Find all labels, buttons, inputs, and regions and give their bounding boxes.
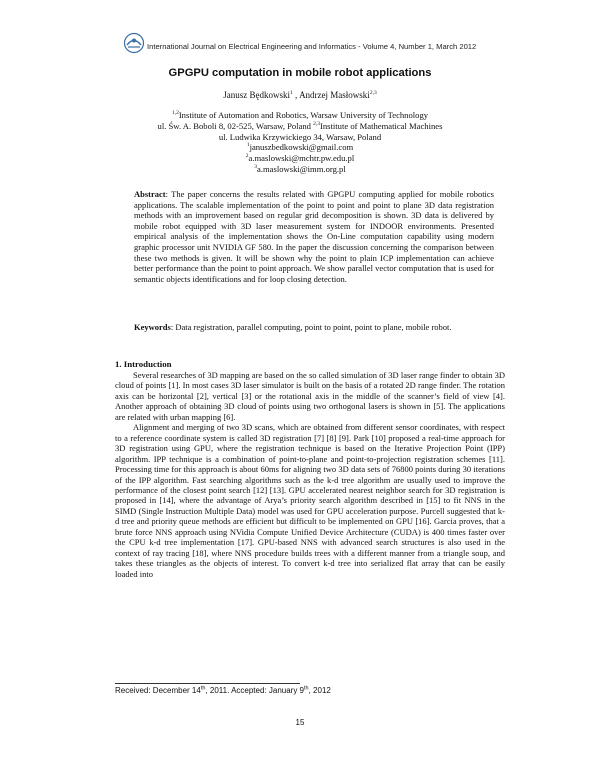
paragraph: Several researches of 3D mapping are based on the so called simulation of 3D laser range finder to obtain 3D cloud of points [1]. In most cases 3D laser simulator is built on the basis of a rotated 2D range finder. The rotation axis can be horizontal [2], vertical [3] or the rotational axis in the middle of the scanner’s field of view [4]. Another approach of obtaining 3D cloud of points using two orthogonal lasers is shown in [5]. The applications are related with urban mapping [6].	[115, 370, 505, 422]
author-line	[0, 90, 600, 100]
keywords-text: : Data registration, parallel computing, point to point, point to plane, mobile robot.	[170, 322, 452, 332]
abstract-text: : The paper concerns the results related with GPGPU computing applied for mobile robotics applications. The scalable implementation of the point to point and point to plane 3D data registration methods with an improvement based on regular grid decomposition is shown. 3D data is delivered by mobile robot equipped with 3D laser measurement system for INDOOR environments. Presented empirical analysis of the implementation shows the On-Line computation capability using modern graphic processor unit NVIDIA GF 580. In the paper the discussion concerning the comparison between these two methods is given. It will be shown why the point to plain ICP implementation can achieve better performance than the point to point approach. We show parallel vector computation that is used for semantic objects identifications and for loop closing detection.	[134, 189, 494, 284]
ordinal-suffix: th	[304, 685, 309, 692]
email-line	[0, 164, 600, 175]
affiliation-line	[0, 121, 600, 132]
email-line	[0, 142, 600, 153]
year-text: , 2012	[308, 686, 331, 695]
keywords-label: Keywords	[134, 322, 171, 332]
author-affiliation-marker: 1	[290, 90, 293, 96]
journal-logo-icon	[123, 32, 145, 54]
page-number: 15	[295, 718, 305, 727]
email-marker: 1	[246, 142, 250, 149]
received-accepted-note	[115, 686, 331, 695]
author-name: Janusz Będkowski	[223, 90, 291, 100]
affiliation-line	[0, 110, 600, 121]
paper-title: GPGPU computation in mobile robot applications	[168, 67, 432, 79]
received-text: Received: December 14	[115, 686, 201, 695]
email-marker: 2	[245, 153, 249, 160]
footnote-divider	[115, 683, 300, 684]
affiliation-text: Institute of Automation and Robotics, Warsaw University of Technology	[178, 110, 429, 120]
author-separator: ,	[292, 90, 300, 100]
email-line	[0, 153, 600, 164]
abstract-label: Abstract	[134, 189, 166, 199]
affiliation-text: ul. Św. A. Boboli 8, 02-525, Warsaw, Poland	[157, 120, 314, 131]
author-email: januszbedkowski@gmail.com	[249, 142, 354, 153]
accepted-text: , 2011. Accepted: January 9	[205, 686, 305, 695]
affiliation-text: Institute of Mathematical Machines	[320, 120, 443, 131]
author-email: a.maslowski@imm.org.pl	[257, 163, 346, 174]
keywords	[134, 322, 494, 333]
affiliation-line: ul. Ludwika Krzywickiego 34, Warsaw, Poland	[218, 131, 382, 142]
email-marker: 3	[254, 164, 258, 171]
paragraph: Alignment and merging of two 3D scans, which are obtained from different sensor coordinates, with respect to a reference coordinate system is called 3D registration [7] [8] [9]. Park [10] proposed a real-time approach for 3D registration using GPU, where the registration technique is based on the Iterative Projection Point (IPP) algorithm. IPP technique is a combination of point-to-plane and point-to-projection registration schemes [11]. Processing time for this approach is about 60ms for aligning two 3D data sets of 76800 points during 30 iterations of the IPP algorithm. Fast searching algorithms such as the k-d tree algorithm are usually used to improve the performance of the closest point search [12] [13]. GPU accelerated nearest neighbor search for 3D registration is proposed in [14], where the advantage of Arya’s priority search algorithm described in [15] to fit NNS in the SIMD (Single Instruction Multiple Data) model was used for GPU acceleration purpose. Purcell suggested that k-d tree and priority queue methods are efficient but difficult to be implemented on GPU [16]. Garcia proves, that a brute force NNS approach using NVidia Compute Unified Device Architecture (CUDA) is 400 times faster over the CPU k-d tree implementation [17]. GPU-based NNS with advanced search structures is also used in the context of ray tracing [18], where NNS procedure builds trees with a different manner from a triangle soup, and takes these triangles as the objects of interest. To convert k-d tree into serialized flat array that can be easily loaded into	[115, 422, 505, 579]
affiliations	[0, 110, 600, 175]
introduction-body	[115, 370, 505, 579]
affiliation-marker: 1,2	[171, 110, 179, 117]
journal-citation: International Journal on Electrical Engineering and Informatics - Volume 4, Number 1, March 2012	[147, 42, 477, 51]
journal-header	[123, 32, 523, 58]
abstract	[134, 189, 494, 284]
section-heading: 1. Introduction	[115, 359, 172, 369]
affiliation-marker: 2,3	[313, 120, 321, 127]
author-email: a.maslowski@mchtr.pw.edu.pl	[248, 153, 355, 164]
author-name: Andrzej Masłowski	[299, 90, 370, 100]
ordinal-suffix: th	[200, 685, 206, 692]
author-affiliation-marker: 2,3	[369, 90, 377, 96]
